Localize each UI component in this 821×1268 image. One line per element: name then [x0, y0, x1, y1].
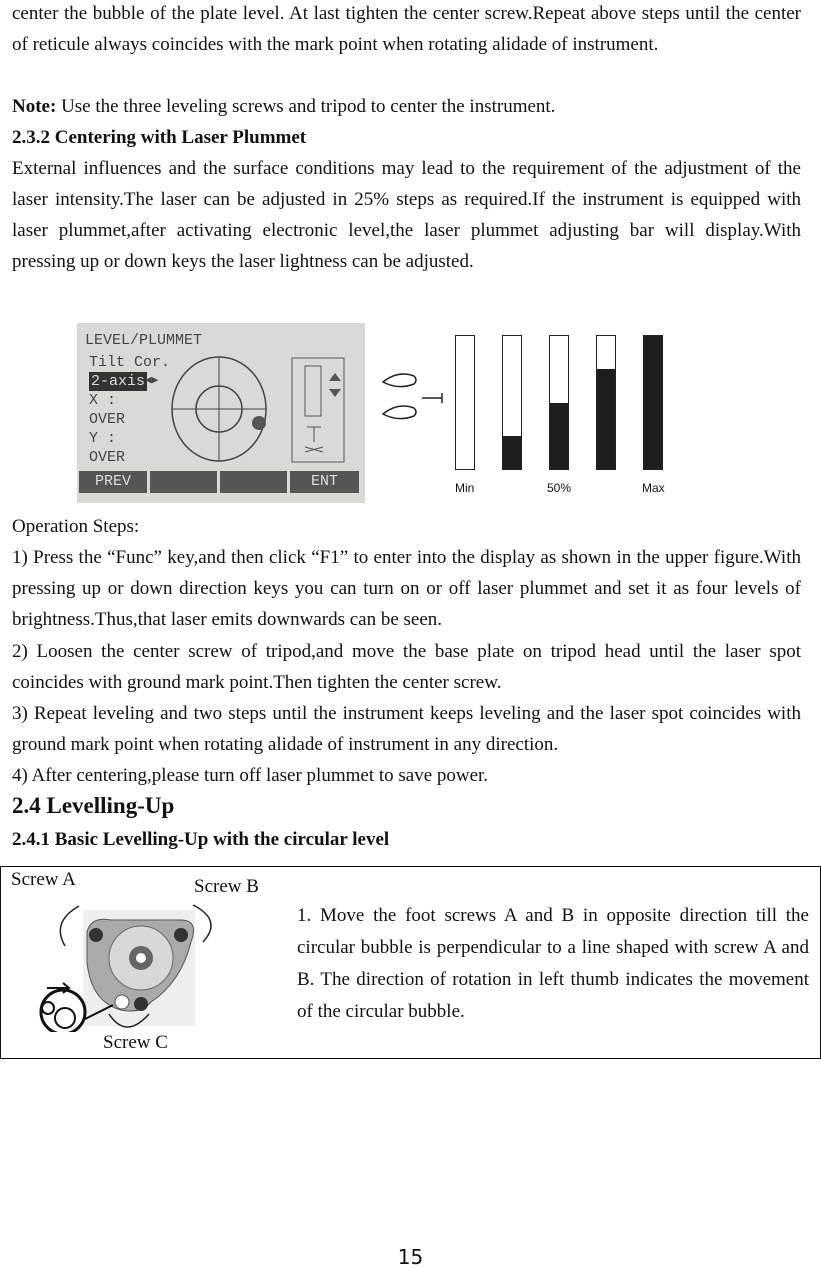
label-min: Min	[455, 481, 475, 495]
lcd-tilt: Tilt Cor.	[89, 354, 171, 371]
bubble-level-icon	[171, 353, 271, 465]
tribrach-illustration	[31, 902, 221, 1032]
laser-paragraph: External influences and the surface conditions may lead to the requirement of the adjustment of the laser intensity.The laser can be adjusted in 25% steps as required.If the instrument is equipped with laser plummet,after activating electronic level,the laser plummet adjusting bar will display.With pressing up or down keys the laser lightness can be adjusted.	[12, 158, 801, 272]
note-label: Note:	[12, 96, 57, 117]
lcd-y-value: OVER	[89, 449, 126, 466]
lcd-title: LEVEL/PLUMMET	[85, 332, 203, 349]
screw-b-label: Screw B	[194, 876, 259, 897]
leveling-instruction-text: 1. Move the foot screws A and B in opposite direction till the circular bubble is perpendicular to a line shaped with screw A and B. The direction of rotation in left thumb indicates the movement of the circular bubble.	[297, 905, 809, 1022]
laser-intensity-panel	[291, 357, 347, 465]
softkey-prev[interactable]: PREV	[79, 471, 147, 493]
screw-a-label: Screw A	[11, 869, 76, 890]
lcd-mode: 2-axis	[91, 373, 146, 390]
brightness-bar-0	[455, 335, 475, 470]
brightness-bar-100	[643, 335, 663, 470]
softkey-ent[interactable]: ENT	[290, 471, 359, 493]
brightness-bar-25	[502, 335, 522, 470]
lr-arrows-icon: ◀▶	[145, 375, 159, 387]
screw-c-label: Screw C	[103, 1032, 168, 1053]
heading-2-3-2: 2.3.2 Centering with Laser Plummet	[12, 127, 307, 148]
heading-2-4-1: 2.4.1 Basic Levelling-Up with the circular level	[12, 829, 390, 850]
heading-2-4: 2.4 Levelling-Up	[12, 793, 175, 818]
brightness-bar-75	[596, 335, 616, 470]
note-text: Use the three leveling screws and tripod to center the instrument.	[56, 96, 556, 117]
lcd-x: X :	[89, 392, 117, 409]
lcd-y: Y :	[89, 430, 117, 447]
lcd-x-value: OVER	[89, 411, 126, 428]
step-4: 4) After centering,please turn off laser plummet to save power.	[12, 765, 489, 786]
brightness-bar-50	[549, 335, 569, 470]
step-3: 3) Repeat leveling and two steps until the instrument keeps leveling and the laser spot coincides with ground mark point when rotating alidade of instrument in any direction.	[12, 703, 801, 755]
intro-paragraph: center the bubble of the plate level. At last tighten the center screw.Repeat above steps until the center of reticule always coincides with the mark point when rotating alidade of instrument.	[12, 3, 801, 55]
leveling-instruction-box	[0, 866, 821, 1059]
lcd-level-plummet-screen	[77, 323, 365, 503]
step-1: 1) Press the “Func” key,and then click “F1” to enter into the display as shown in the upper figure.With pressing up or down direction keys you can turn on or off laser plummet and set it as four levels of brightness.Thus,that laser emits downwards can be seen.	[12, 547, 801, 630]
page-number: 15	[397, 1245, 424, 1268]
operation-title: Operation Steps:	[12, 516, 140, 537]
softkey-3[interactable]	[220, 471, 287, 493]
label-max: Max	[642, 481, 665, 495]
softkey-2[interactable]	[150, 471, 217, 493]
step-2: 2) Loosen the center screw of tripod,and move the base plate on tripod head until the laser spot coincides with ground mark point.Then tighten the center screw.	[12, 641, 801, 693]
note	[12, 91, 801, 122]
label-50: 50%	[547, 481, 572, 495]
laser-lens-arrow-icon	[380, 368, 446, 426]
